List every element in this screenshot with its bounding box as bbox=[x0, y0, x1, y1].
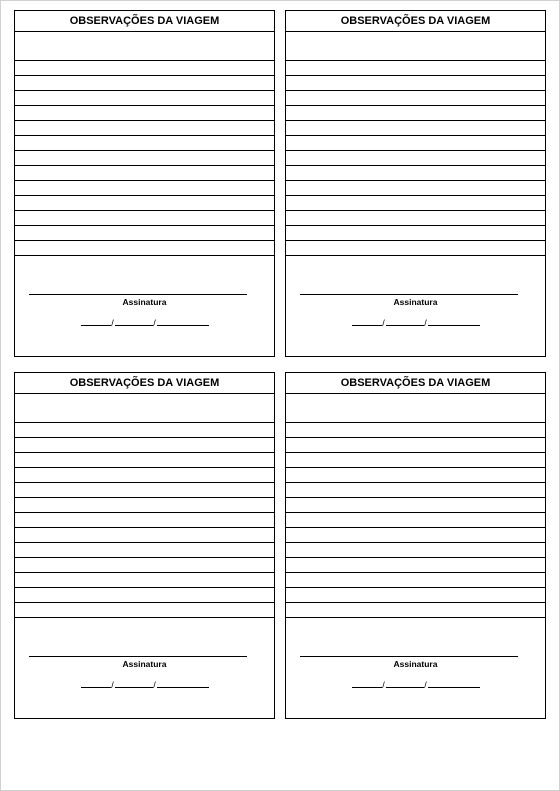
writing-line[interactable] bbox=[286, 557, 545, 572]
observation-card-2 bbox=[285, 10, 546, 357]
date-year-blank[interactable] bbox=[428, 316, 480, 326]
signature-area bbox=[286, 256, 545, 346]
date-separator: / bbox=[424, 318, 427, 328]
date-separator: / bbox=[153, 318, 156, 328]
writing-line[interactable] bbox=[15, 572, 274, 587]
writing-line[interactable] bbox=[15, 497, 274, 512]
writing-line[interactable] bbox=[286, 512, 545, 527]
date-year-blank[interactable] bbox=[157, 316, 209, 326]
date-day-blank[interactable] bbox=[81, 316, 111, 326]
writing-line[interactable] bbox=[286, 135, 545, 150]
signature-area bbox=[286, 618, 545, 708]
writing-line[interactable] bbox=[286, 452, 545, 467]
writing-line[interactable] bbox=[286, 527, 545, 542]
writing-line[interactable] bbox=[286, 572, 545, 587]
writing-line[interactable] bbox=[15, 452, 274, 467]
writing-line[interactable] bbox=[286, 587, 545, 602]
signature-line[interactable] bbox=[29, 656, 247, 657]
writing-line[interactable] bbox=[286, 120, 545, 135]
writing-line[interactable] bbox=[15, 135, 274, 150]
signature-line[interactable] bbox=[29, 294, 247, 295]
signature-label: Assinatura bbox=[393, 659, 438, 669]
date-separator: / bbox=[111, 318, 114, 328]
date-field[interactable] bbox=[286, 316, 545, 328]
writing-line[interactable] bbox=[286, 422, 545, 437]
writing-area-first[interactable] bbox=[286, 394, 545, 422]
signature-area bbox=[15, 256, 274, 346]
writing-line[interactable] bbox=[15, 422, 274, 437]
writing-line[interactable] bbox=[15, 527, 274, 542]
writing-line[interactable] bbox=[15, 195, 274, 210]
writing-line[interactable] bbox=[286, 602, 545, 617]
date-year-blank[interactable] bbox=[428, 678, 480, 688]
writing-line[interactable] bbox=[286, 225, 545, 240]
date-separator: / bbox=[111, 680, 114, 690]
writing-line[interactable] bbox=[286, 90, 545, 105]
writing-line[interactable] bbox=[286, 482, 545, 497]
writing-area-first[interactable] bbox=[15, 394, 274, 422]
writing-line[interactable] bbox=[286, 60, 545, 75]
writing-line[interactable] bbox=[15, 467, 274, 482]
signature-line[interactable] bbox=[300, 294, 518, 295]
date-field[interactable] bbox=[286, 678, 545, 690]
writing-line[interactable] bbox=[286, 497, 545, 512]
writing-line[interactable] bbox=[15, 150, 274, 165]
writing-line[interactable] bbox=[15, 437, 274, 452]
date-separator: / bbox=[382, 318, 385, 328]
card-title: OBSERVAÇÕES DA VIAGEM bbox=[286, 11, 545, 32]
card-title: OBSERVAÇÕES DA VIAGEM bbox=[15, 373, 274, 394]
writing-line[interactable] bbox=[15, 210, 274, 225]
date-separator: / bbox=[382, 680, 385, 690]
date-field[interactable] bbox=[15, 678, 274, 690]
writing-line[interactable] bbox=[15, 90, 274, 105]
date-month-blank[interactable] bbox=[115, 316, 153, 326]
writing-line[interactable] bbox=[15, 240, 274, 255]
writing-line[interactable] bbox=[286, 210, 545, 225]
writing-line[interactable] bbox=[15, 225, 274, 240]
signature-label: Assinatura bbox=[122, 297, 167, 307]
date-month-blank[interactable] bbox=[386, 316, 424, 326]
writing-line[interactable] bbox=[15, 587, 274, 602]
writing-line[interactable] bbox=[15, 557, 274, 572]
writing-line[interactable] bbox=[286, 467, 545, 482]
signature-line[interactable] bbox=[300, 656, 518, 657]
date-separator: / bbox=[153, 680, 156, 690]
date-month-blank[interactable] bbox=[115, 678, 153, 688]
writing-line[interactable] bbox=[15, 165, 274, 180]
writing-line[interactable] bbox=[15, 512, 274, 527]
date-field[interactable] bbox=[15, 316, 274, 328]
writing-line[interactable] bbox=[15, 75, 274, 90]
observation-card-3 bbox=[14, 372, 275, 719]
writing-line[interactable] bbox=[15, 482, 274, 497]
writing-line[interactable] bbox=[286, 240, 545, 255]
writing-lines bbox=[286, 394, 545, 618]
signature-area bbox=[15, 618, 274, 708]
writing-line[interactable] bbox=[286, 105, 545, 120]
writing-line[interactable] bbox=[15, 105, 274, 120]
date-day-blank[interactable] bbox=[352, 678, 382, 688]
date-month-blank[interactable] bbox=[386, 678, 424, 688]
writing-line[interactable] bbox=[15, 180, 274, 195]
observation-card-1 bbox=[14, 10, 275, 357]
date-separator: / bbox=[424, 680, 427, 690]
writing-line[interactable] bbox=[15, 542, 274, 557]
writing-lines bbox=[15, 394, 274, 618]
writing-line[interactable] bbox=[286, 542, 545, 557]
writing-line[interactable] bbox=[15, 60, 274, 75]
signature-label: Assinatura bbox=[393, 297, 438, 307]
writing-area-first[interactable] bbox=[286, 32, 545, 60]
writing-line[interactable] bbox=[15, 120, 274, 135]
writing-line[interactable] bbox=[15, 602, 274, 617]
writing-line[interactable] bbox=[286, 180, 545, 195]
card-title: OBSERVAÇÕES DA VIAGEM bbox=[15, 11, 274, 32]
date-year-blank[interactable] bbox=[157, 678, 209, 688]
writing-line[interactable] bbox=[286, 150, 545, 165]
writing-line[interactable] bbox=[286, 75, 545, 90]
observation-card-4 bbox=[285, 372, 546, 719]
date-day-blank[interactable] bbox=[352, 316, 382, 326]
card-title: OBSERVAÇÕES DA VIAGEM bbox=[286, 373, 545, 394]
writing-area-first[interactable] bbox=[15, 32, 274, 60]
writing-line[interactable] bbox=[286, 165, 545, 180]
date-day-blank[interactable] bbox=[81, 678, 111, 688]
writing-line[interactable] bbox=[286, 195, 545, 210]
signature-label: Assinatura bbox=[122, 659, 167, 669]
writing-line[interactable] bbox=[286, 437, 545, 452]
writing-lines bbox=[15, 32, 274, 256]
writing-lines bbox=[286, 32, 545, 256]
